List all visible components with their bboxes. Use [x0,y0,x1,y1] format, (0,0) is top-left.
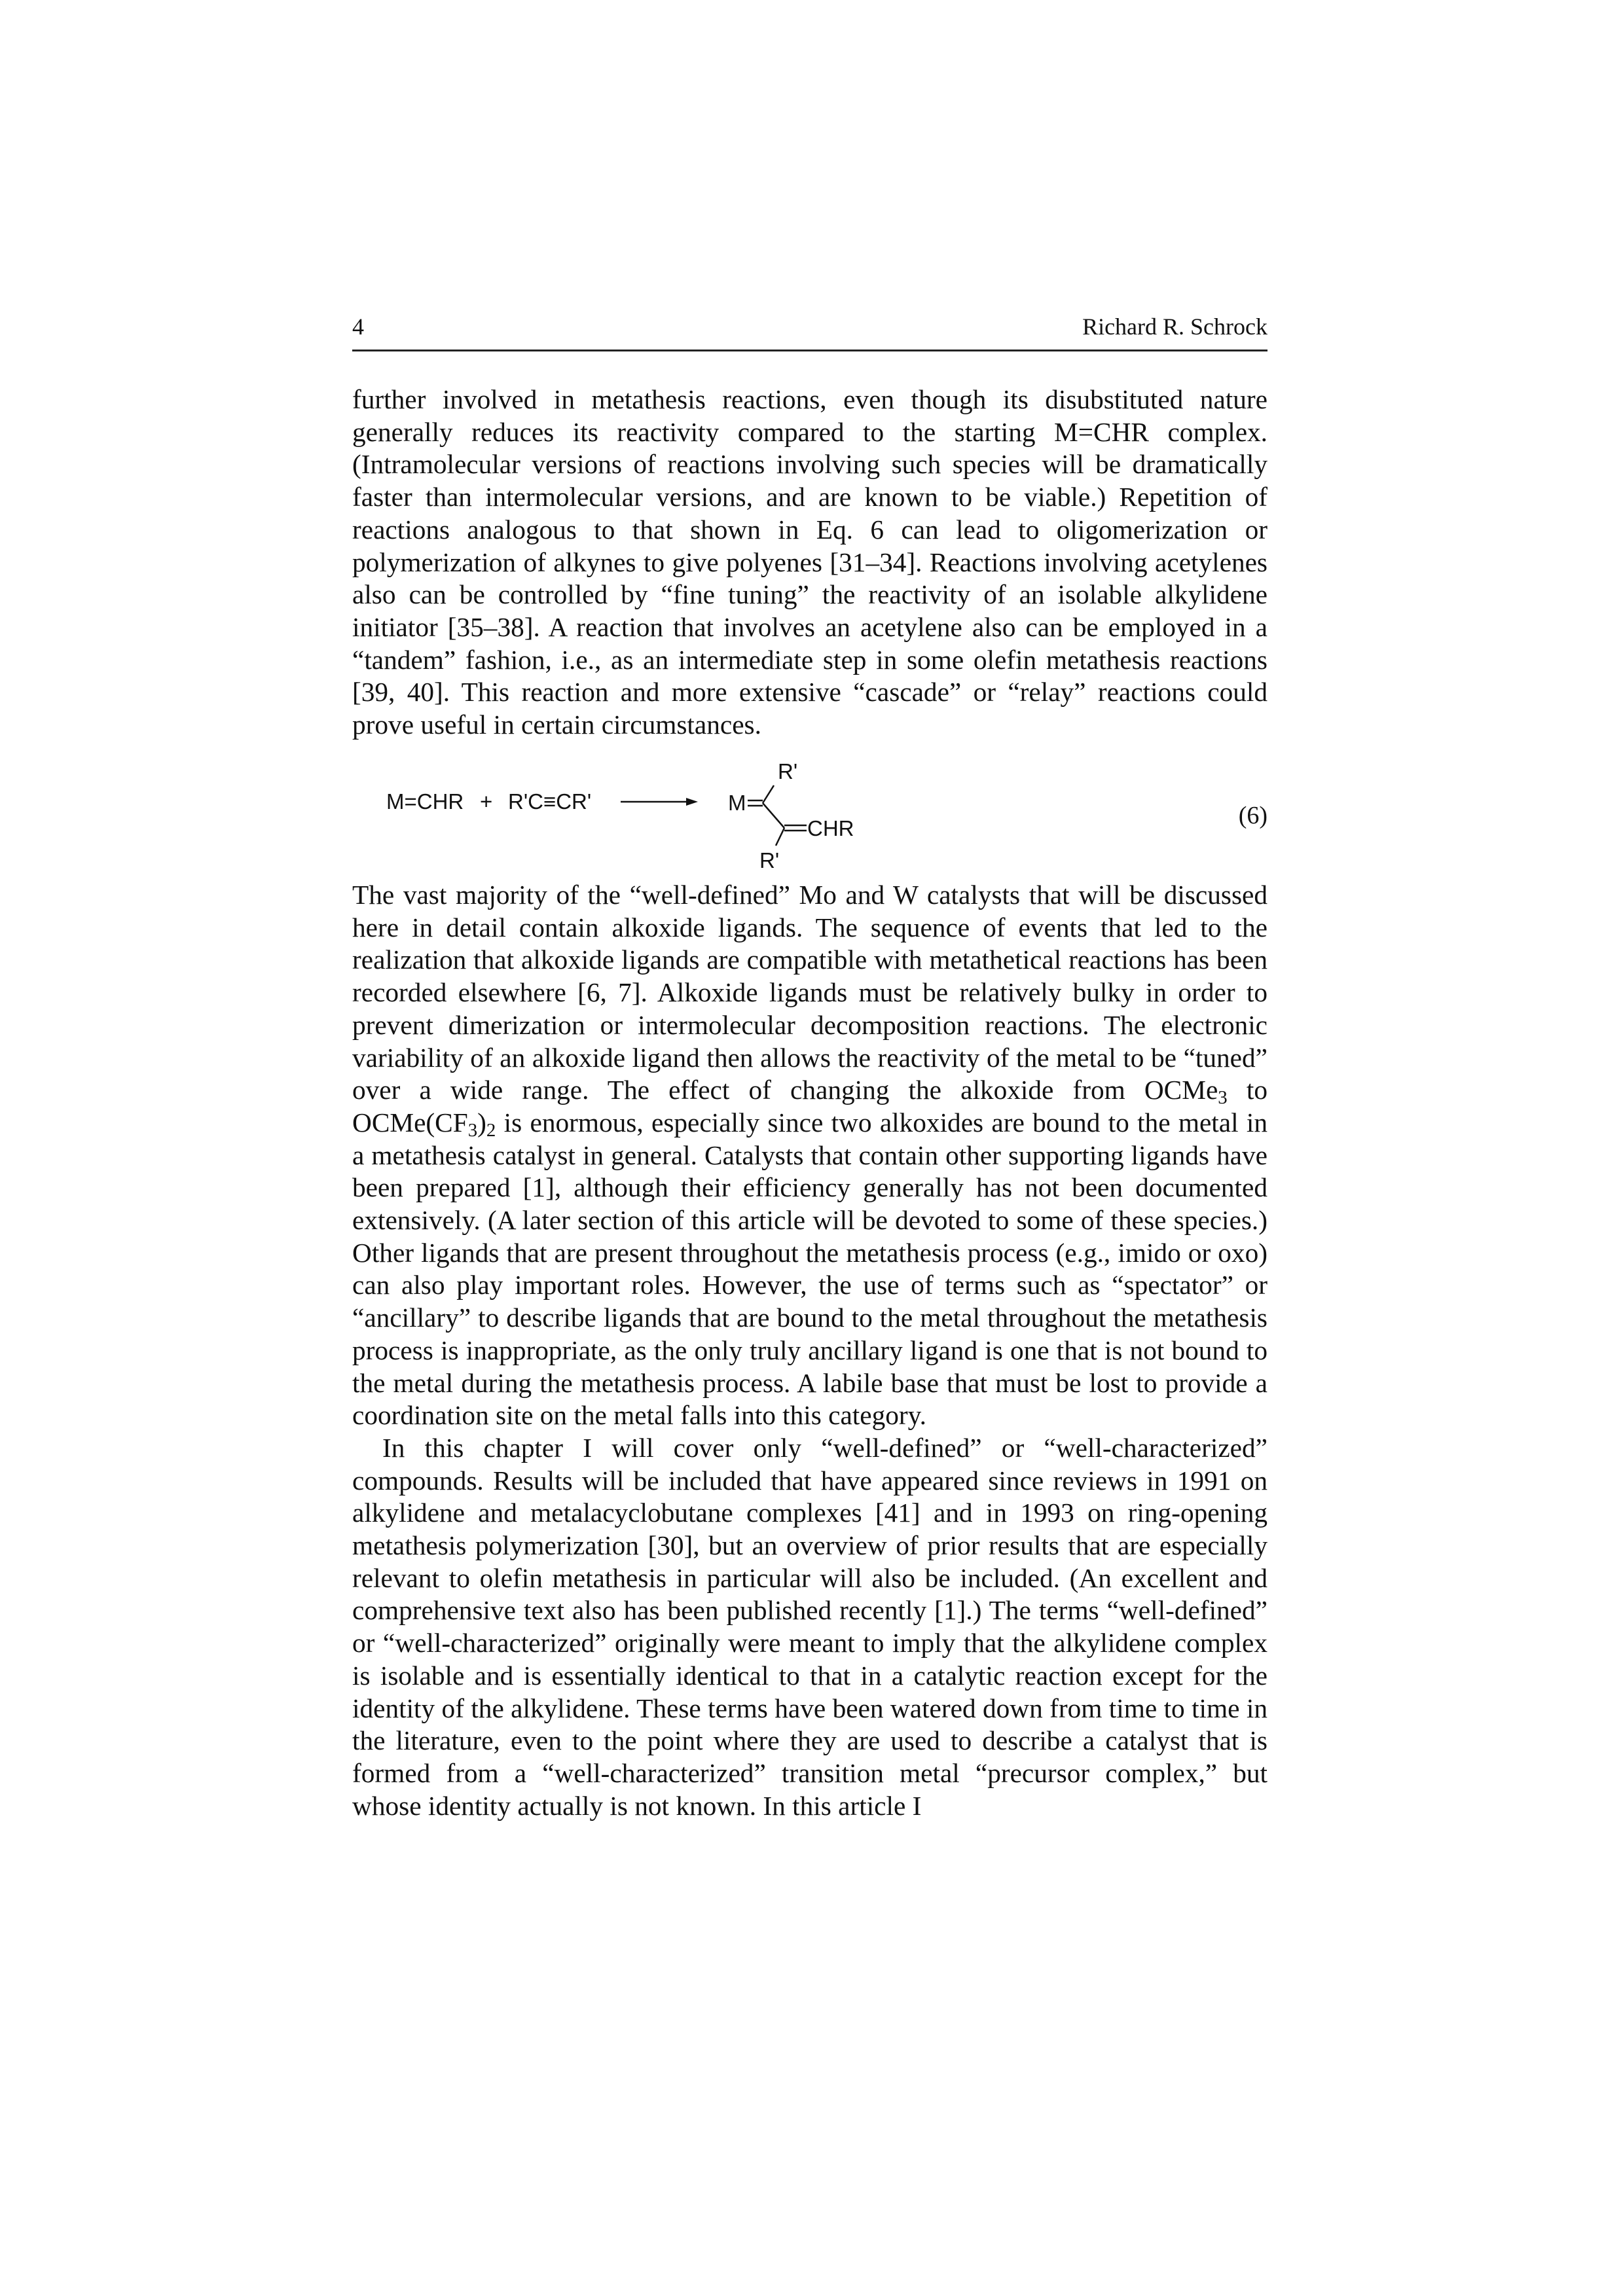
reactant-alkyne: R'C≡CR' [508,789,592,814]
paragraph-alkoxide-ligands [352,879,1267,1432]
product-substituent-bottom: R' [759,848,780,872]
body-text-bottom [352,879,1267,1822]
body-text-top [352,384,1267,742]
paragraph-continuation: further involved in metathesis reactions, even though its disubstituted nature generally reduces its reactivity compared to the starting M=CHR complex. (Intramolecular versions of reactions involving such species will be dramatically faster than intermolecular versions, and are known to be viable.) Repetition of reactions analogous to that shown in Eq. 6 can lead to oligomerization or polymerization of alkynes to give polyenes [31–34]. Reactions involving acetylenes also can be controlled by “fine tuning” the reactivity of an isolable alkylidene initiator [35–38]. A reaction that involves an acetylene also can be employed in a “tandem” fashion, i.e., as an intermediate step in some olefin metathesis reactions [39, 40]. This reaction and more extensive “cascade” or “relay” reactions could prove useful in certain circumstances. [352,384,1267,740]
reaction-arrow [621,798,698,806]
text-run: is enormous, especially since two alkoxides are bound to the metal in a metathesis catalyst in general. Catalysts that contain other supporting ligands have been prepared [1], although their efficiency generally has not been documented extensively. (A later section of this article will be devoted to some of these species.) Other ligands that are present throughout the metathesis process (e.g., imido or oxo) can also play important roles. However, the use of terms such as “spectator” or “ancillary” to describe ligands that are bound to the metal throughout the metathesis process is inappropriate, as the only truly ancillary ligand is one that is not bound to the metal during the metathesis process. A labile base that must be lost to provide a coordination site on the metal falls into this category. [352,1107,1267,1431]
plus-sign: + [480,789,493,814]
product-substituent-top: R' [778,759,798,783]
reactant-alkylidene: M=CHR [386,789,464,814]
equation-6 [352,753,1267,877]
text-run: The vast majority of the “well-defined” Mo and W catalysts that will be discussed here in detail contain alkoxide ligands. The sequence of events that led to the realization that alkoxide ligands are compatible with metathetical reactions has been recorded elsewhere [6, 7]. Alkoxide ligands must be relatively bulky in order to prevent dimerization or intermolecular decomposition reactions. The electronic variability of an alkoxide ligand then allows the reactivity of the metal to be “tuned” over a wide range. The effect of changing the alkoxide from OCMe [352,880,1267,1105]
text-run: to OCMe(CF [352,1075,1267,1138]
running-head-author: Richard R. Schrock [1082,314,1267,340]
page-header [352,308,1267,351]
subscript: 2 [486,1120,496,1141]
equation-number: (6) [1238,802,1267,829]
reaction-scheme [352,753,1267,877]
product-bonds [748,785,807,846]
page-number: 4 [352,314,364,340]
text-run: ) [477,1107,486,1138]
subscript: 3 [467,1120,478,1141]
paragraph-chapter-scope: In this chapter I will cover only “well-defined” or “well-characterized” compounds. Results will be included that have appeared since reviews in 1991 on alkylidene and metalacyclobutane complexes [41] and in 1993 on ring-opening metathesis polymerization [30], but an overview of prior results that are especially relevant to olefin metathesis in particular will also be included. (An excellent and comprehensive text also has been published recently [1].) The terms “well-defined” or “well-characterized” originally were meant to imply that the alkylidene complex is isolable and is essentially identical to that in a catalytic reaction except for the identity of the alkylidene. These terms have been watered down from time to time in the literature, even to the point where they are used to describe a catalyst that is formed from a “well-characterized” transition metal “precursor complex,” but whose identity actually is not known. In this article I [352,1432,1267,1821]
product-metal: M [728,791,746,815]
subscript: 3 [1218,1087,1228,1109]
product-terminal-alkylidene: CHR [807,816,854,840]
